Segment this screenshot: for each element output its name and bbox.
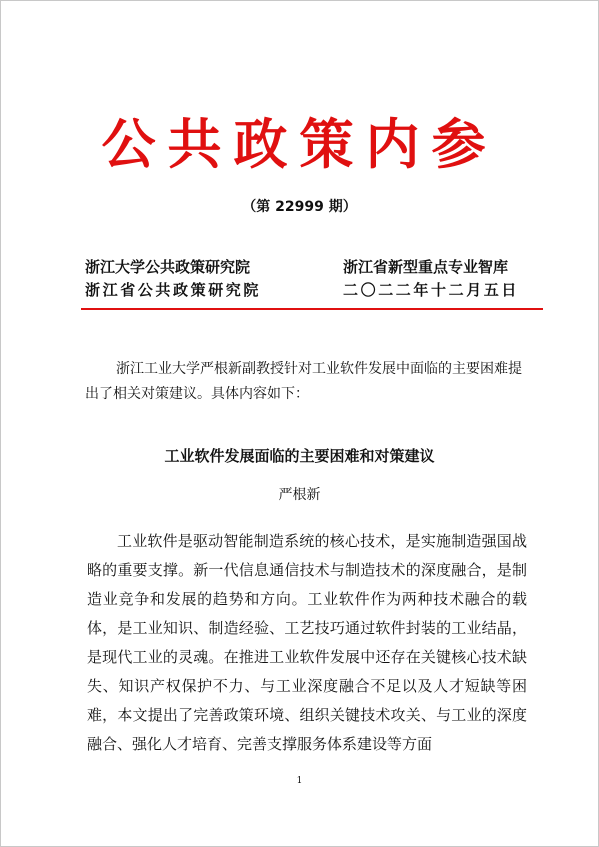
article-author: 严根新 bbox=[278, 487, 321, 503]
header-divider bbox=[81, 308, 543, 310]
publisher-line-2: 浙江省公共政策研究院 bbox=[85, 281, 262, 299]
article-body-paragraph: 工业软件是驱动智能制造系统的核心技术，是实施制造强国战略的重要支撑。新一代信息通信技术与制造技术的深度融合，是制造业竞争和发展的趋势和方向。工业软件作为两种技术融合的载体，是工业知识、制造经验、工艺技巧通过软件封装的工业结晶，是现代工业的灵魂。在推进工业软件发展中还存在关键核心技术缺失、知识产权保护不力、与工业深度融合不足以及人才短缺等困难，本文提出了完善政策环境、组织关键技术攻关、与工业的深度融合、强化人才培育、完善支撑服务体系建设等方面 bbox=[87, 532, 527, 753]
think-tank-label: 浙江省新型重点专业智库 bbox=[343, 258, 509, 276]
publisher-line-1: 浙江大学公共政策研究院 bbox=[85, 258, 251, 276]
publish-date: 二〇二二年十二月五日 bbox=[343, 281, 520, 299]
article-title: 工业软件发展面临的主要困难和对策建议 bbox=[164, 447, 435, 465]
publisher-block bbox=[85, 256, 261, 302]
think-tank-date-block bbox=[343, 256, 519, 302]
issue-number: （第 22999 期） bbox=[242, 199, 357, 215]
page-number: 1 bbox=[296, 776, 303, 786]
intro-paragraph: 浙江工业大学严根新副教授针对工业软件发展中面临的主要困难提出了相关对策建议。具体内容如下： bbox=[85, 361, 522, 402]
masthead-title: 公共政策内参 bbox=[101, 112, 498, 176]
